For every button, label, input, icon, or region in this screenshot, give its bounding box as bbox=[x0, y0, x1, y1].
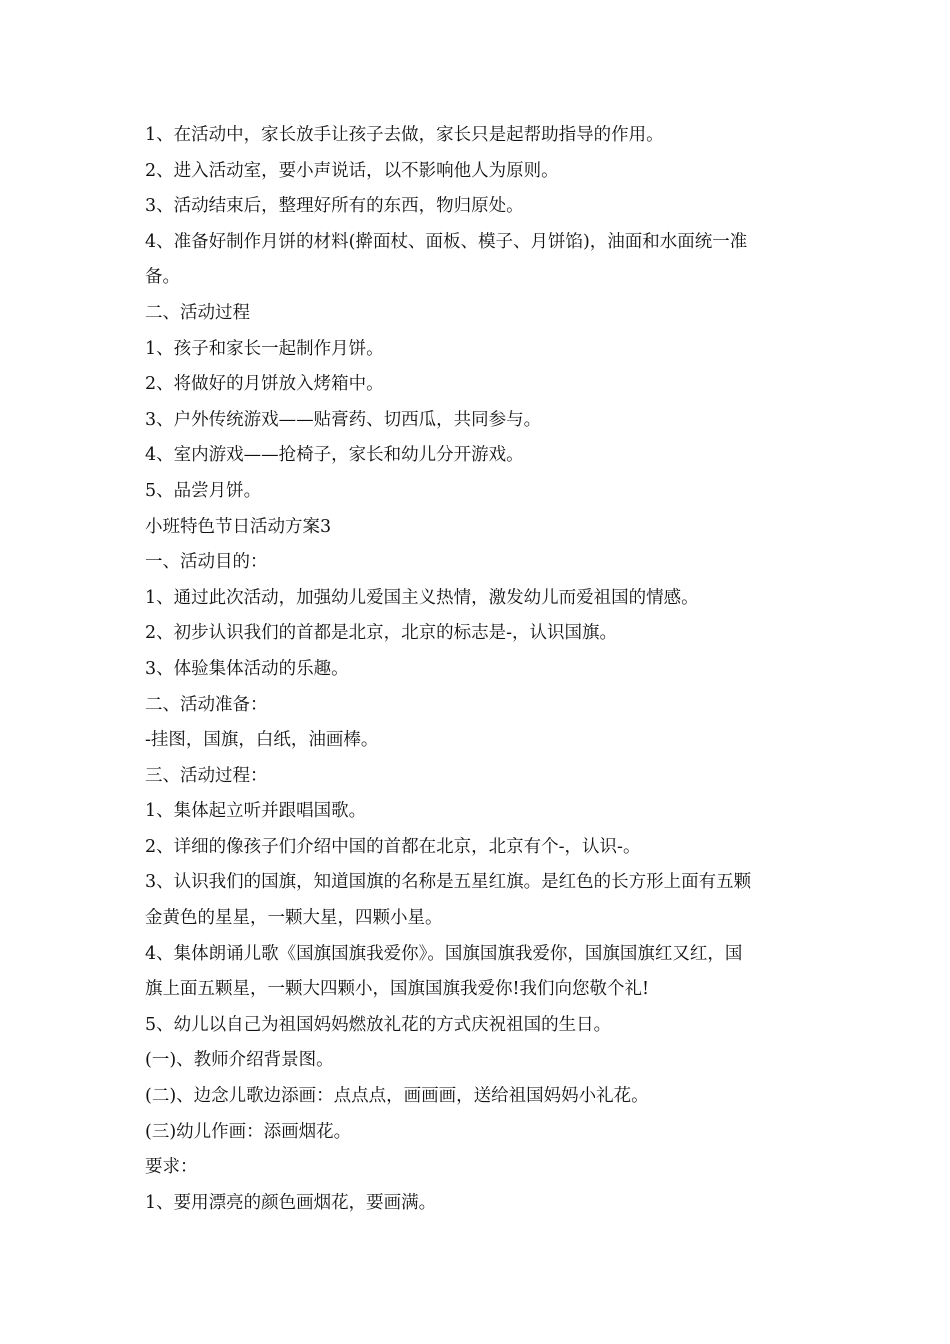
section-heading: 一、活动目的： bbox=[145, 552, 268, 573]
text-line: 1、要用漂亮的颜色画烟花，要画满。 bbox=[145, 1192, 437, 1213]
text-line: 3、认识我们的国旗，知道国旗的名称是五星红旗。是红色的长方形上面有五颗 bbox=[145, 872, 752, 893]
text-line: 1、集体起立听并跟唱国歌。 bbox=[145, 801, 367, 822]
text-line: (三)幼儿作画：添画烟花。 bbox=[145, 1121, 352, 1142]
text-line: -挂图，国旗，白纸，油画棒。 bbox=[145, 730, 379, 751]
text-line: 2、进入活动室，要小声说话，以不影响他人为原则。 bbox=[145, 160, 559, 181]
text-line: 4、集体朗诵儿歌《国旗国旗我爱你》。国旗国旗我爱你，国旗国旗红又红，国 bbox=[145, 943, 743, 964]
text-line: 3、户外传统游戏——贴膏药、切西瓜，共同参与。 bbox=[145, 409, 542, 430]
text-line: 4、准备好制作月饼的材料(擀面杖、面板、模子、月饼馅)，油面和水面统一准 bbox=[145, 231, 748, 252]
text-line: 金黄色的星星，一颗大星，四颗小星。 bbox=[145, 908, 443, 929]
text-line: 3、活动结束后，整理好所有的东西，物归原处。 bbox=[145, 196, 524, 217]
section-heading: 要求： bbox=[145, 1157, 198, 1178]
text-line: 备。 bbox=[145, 267, 180, 288]
document-body bbox=[145, 118, 815, 1221]
text-line: 2、初步认识我们的首都是北京，北京的标志是-，认识国旗。 bbox=[145, 623, 618, 644]
text-line: (一)、教师介绍背景图。 bbox=[145, 1050, 334, 1071]
section-heading: 三、活动过程： bbox=[145, 765, 268, 786]
text-line: 1、通过此次活动，加强幼儿爱国主义热情，激发幼儿而爱祖国的情感。 bbox=[145, 587, 699, 608]
text-line: 3、体验集体活动的乐趣。 bbox=[145, 658, 349, 679]
text-line: 旗上面五颗星，一颗大四颗小，国旗国旗我爱你!我们向您敬个礼! bbox=[145, 979, 650, 1000]
text-line: 2、将做好的月饼放入烤箱中。 bbox=[145, 374, 384, 395]
text-line: 5、幼儿以自己为祖国妈妈燃放礼花的方式庆祝祖国的生日。 bbox=[145, 1014, 612, 1035]
text-line: 4、室内游戏——抢椅子，家长和幼儿分开游戏。 bbox=[145, 445, 524, 466]
document-title: 小班特色节日活动方案3 bbox=[145, 516, 332, 537]
text-line: (二)、边念儿歌边添画：点点点，画画画，送给祖国妈妈小礼花。 bbox=[145, 1086, 649, 1107]
text-line: 5、品尝月饼。 bbox=[145, 480, 262, 501]
text-line: 2、详细的像孩子们介绍中国的首都在北京，北京有个-，认识-。 bbox=[145, 836, 641, 857]
text-line: 1、孩子和家长一起制作月饼。 bbox=[145, 338, 384, 359]
section-heading: 二、活动准备： bbox=[145, 694, 268, 715]
section-heading: 二、活动过程 bbox=[145, 302, 250, 323]
text-line: 1、在活动中，家长放手让孩子去做，家长只是起帮助指导的作用。 bbox=[145, 125, 664, 145]
